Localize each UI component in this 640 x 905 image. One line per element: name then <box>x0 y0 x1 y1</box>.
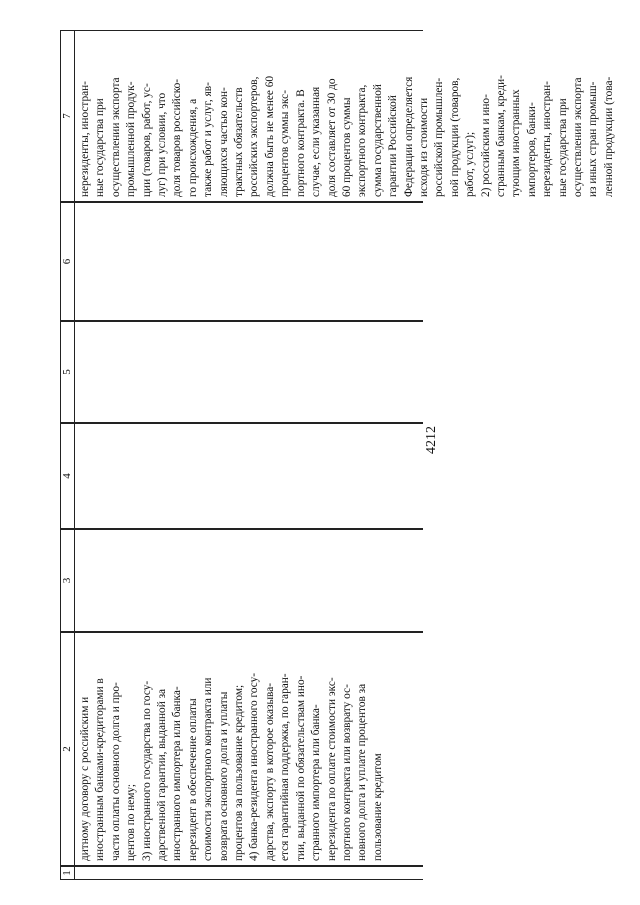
body-col-1 <box>75 866 423 880</box>
cell-col-2-text: дитному договору с российским и иностранным банками-кредиторами в части оплаты основного долга и про- центов по нему; 3) иностранного государства по госу- дарственной гарантии, выданной за иностранного импортера или банка- нерезидент в обеспечение оплаты стоимости экспортного контракта или возврата основного долга и уплаты процентов за пользование кредитом; 4) банка-резидента иностранного госу- дарства, экспорту в которое оказыва- ется гарантийная поддержка, по гаран- тии, выданной по обязательствам ино- странного импортера или банка- нерезидента по оплате стоимости экс- портного контракта или возврату ос- новного долга и уплате процентов за пользование кредитом <box>79 672 384 861</box>
page-number: 4212 <box>424 426 439 454</box>
body-col-4 <box>75 423 423 529</box>
header-col-5: 5 <box>60 321 75 423</box>
cell-col-7-text: нерезиденты, иностран- ные государства при осуществлении экспорта промышленной продук- ции (товаров, работ, ус- луг) при условии, что доля товаров российско- го происхождения, а также работ и услуг, яв- ляющихся частью кон- трактных обязательств российских экспортеров, должна быть не менее 60 процентов суммы экс- портного контракта. В случае, если указанная доля составляет от 30 до 60 процентов суммы экспортного контракта, сумма государственной гарантии Российской Федерации определяется исходя из стоимости российской промышлен- ной продукции (товаров, работ, услуг); 2) российским и ино- странным банкам, креди- тующим иностранных импортеров, банки- нерезиденты, иностран- ные государства при осуществлении экспорта из иных стран промыш- ленной продукции (това- <box>79 75 615 197</box>
header-col-2: 2 <box>60 632 75 866</box>
body-col-7 <box>75 30 615 202</box>
header-col-6: 6 <box>60 202 75 321</box>
header-col-1: 1 <box>60 866 75 880</box>
header-col-3: 3 <box>60 529 75 632</box>
body-col-5 <box>75 321 423 423</box>
body-col-3 <box>75 529 423 632</box>
body-col-2 <box>75 632 423 866</box>
header-col-4: 4 <box>60 423 75 529</box>
body-col-6 <box>75 202 423 321</box>
header-col-7: 7 <box>60 30 75 202</box>
